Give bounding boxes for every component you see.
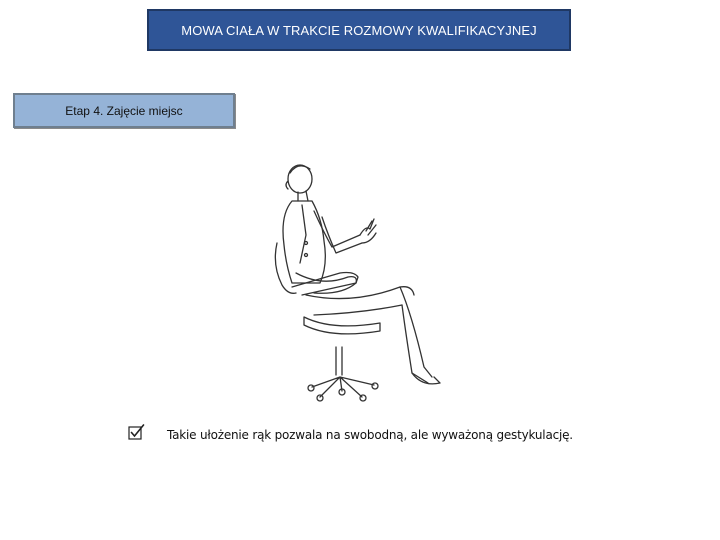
stage-label-box	[13, 93, 235, 128]
seated-woman-illustration	[262, 155, 452, 405]
bullet-text: Takie ułożenie rąk pozwala na swobodną, ale wyważoną gestykulację.	[167, 428, 573, 442]
slide-title	[147, 9, 571, 51]
checkbox-checked-icon	[128, 424, 145, 441]
slide-title-text: MOWA CIAŁA W TRAKCIE ROZMOWY KWALIFIKACYJNEJ	[181, 22, 537, 38]
stage-label-text: Etap 4. Zajęcie miejsc	[65, 103, 183, 118]
